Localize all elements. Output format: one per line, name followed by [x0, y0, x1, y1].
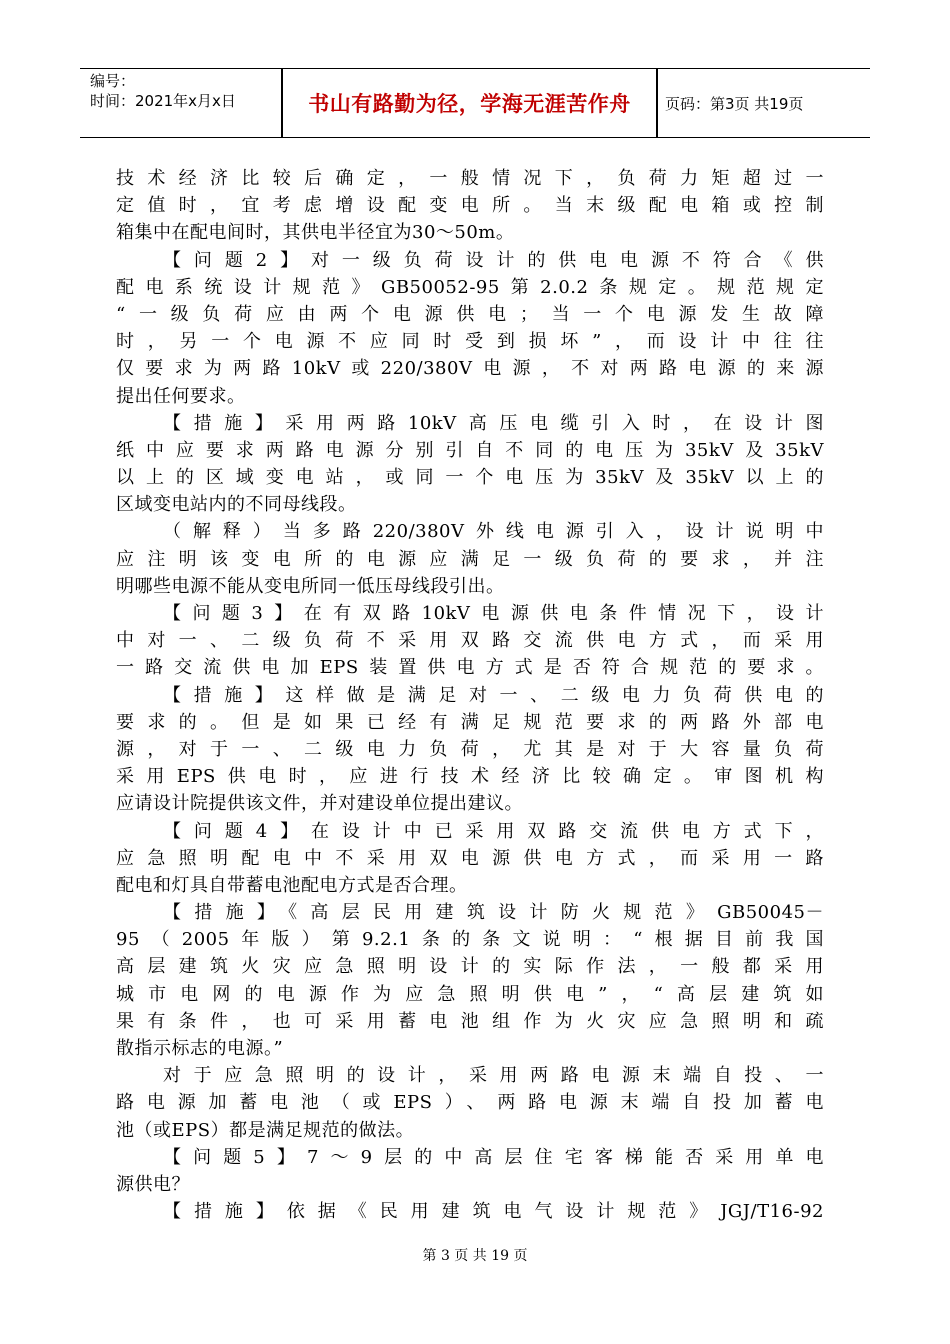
text-line: 采用EPS供电时，应进行技术经济比较确定。审图机构 [116, 766, 824, 788]
text-line: 配电和灯具自带蓄电池配电方式是否合理。 [116, 874, 468, 896]
document-body [116, 165, 824, 1225]
text-line: 配电系统设计规范》GB50052-95第2.0.2条规定。规范规定 [116, 276, 824, 298]
header-divider [656, 69, 658, 137]
text-line: 【措施】这样做是满足对一、二级电力负荷供电的 [163, 684, 824, 706]
text-line: 技术经济比较后确定，一般情况下，负荷力矩超过一 [116, 168, 824, 189]
text-line: 应注明该变电所的电源应满足一级负荷的要求，并注 [116, 548, 824, 570]
text-line: 【措施】《高层民用建筑设计防火规范》GB50045－ [163, 902, 824, 924]
text-line: 箱集中在配电间时，其供电半径宜为30～50m。 [116, 222, 515, 244]
text-line: 源供电？ [116, 1173, 190, 1195]
text-line: 【措施】采用两路10kV高压电缆引入时，在设计图 [163, 412, 824, 434]
text-line: 高层建筑火灾应急照明设计的实际作法，一般都采用 [116, 956, 824, 978]
text-line: 池（或EPS）都是满足规范的做法。 [116, 1119, 415, 1141]
text-line: 对于应急照明的设计，采用两路电源末端自投、一 [163, 1065, 824, 1087]
header-motto: 书山有路勤为径，学海无涯苦作舟 [308, 92, 631, 116]
text-line: “一级负荷应由两个电源供电；当一个电源发生故障 [116, 303, 824, 325]
text-line: 【问题5】7～9层的中高层住宅客梯能否采用单电 [163, 1146, 824, 1168]
text-line: 果有条件，也可采用蓄电池组作为火灾应急照明和疏 [116, 1010, 824, 1032]
text-line: 定值时，宜考虑增设配变电所。当末级配电箱或控制 [116, 195, 824, 217]
text-line: 提出任何要求。 [116, 385, 246, 407]
text-line: 应请设计院提供该文件，并对建设单位提出建议。 [116, 793, 523, 815]
text-line: 要求的。但是如果已经有满足规范要求的两路外部电 [116, 711, 824, 733]
text-line: 一路交流供电加EPS装置供电方式是否符合规范的要求。 [116, 657, 824, 679]
time-label: 时间：2021年x月x日 [90, 92, 236, 110]
header-page-number: 页码：第3页 共19页 [665, 94, 804, 113]
text-line: 散指示标志的电源。” [116, 1038, 284, 1059]
text-line: 城市电网的电源作为应急照明供电”，“高层建筑如 [116, 983, 824, 1005]
text-line: 【问题3】在有双路10kV电源供电条件情况下，设计 [163, 603, 824, 624]
text-line: 应急照明配电中不采用双电源供电方式，而采用一路 [116, 847, 824, 869]
text-line: 中对一、二级负荷不采用双路交流供电方式，而采用 [116, 630, 824, 652]
document-header [80, 68, 870, 138]
text-line: 明哪些电源不能从变电所同一低压母线段引出。 [116, 575, 505, 597]
text-line: 纸中应要求两路电源分别引自不同的电压为35kV及35kV [116, 439, 824, 461]
text-line: 区域变电站内的不同母线段。 [116, 494, 357, 516]
text-line: 源，对于一、二级电力负荷，尤其是对于大容量负荷 [116, 738, 824, 760]
number-label: 编号： [90, 72, 136, 90]
text-line: 时，另一个电源不应同时受到损坏”，而设计中往往 [116, 331, 824, 353]
text-line: 【问题2】对一级负荷设计的供电电源不符合《供 [163, 249, 824, 271]
text-line: 【问题4】在设计中已采用双路交流供电方式下， [163, 820, 824, 842]
text-line: 以上的区域变电站，或同一个电压为35kV及35kV以上的 [116, 467, 824, 489]
text-line: 【措施】依据《民用建筑电气设计规范》JGJ/T16-92 [163, 1201, 824, 1223]
text-line: 仅要求为两路10kV或220/380V电源，不对两路电源的来源 [116, 358, 824, 380]
header-meta [90, 71, 278, 111]
page-footer: 第 3 页 共 19 页 [422, 1248, 528, 1264]
text-line: 95（2005年版）第9.2.1条的条文说明：“根据目前我国 [116, 929, 824, 951]
text-line: （解释）当多路220/380V外线电源引入，设计说明中 [163, 521, 824, 543]
text-line: 路电源加蓄电池（或EPS）、两路电源末端自投加蓄电 [116, 1092, 824, 1114]
